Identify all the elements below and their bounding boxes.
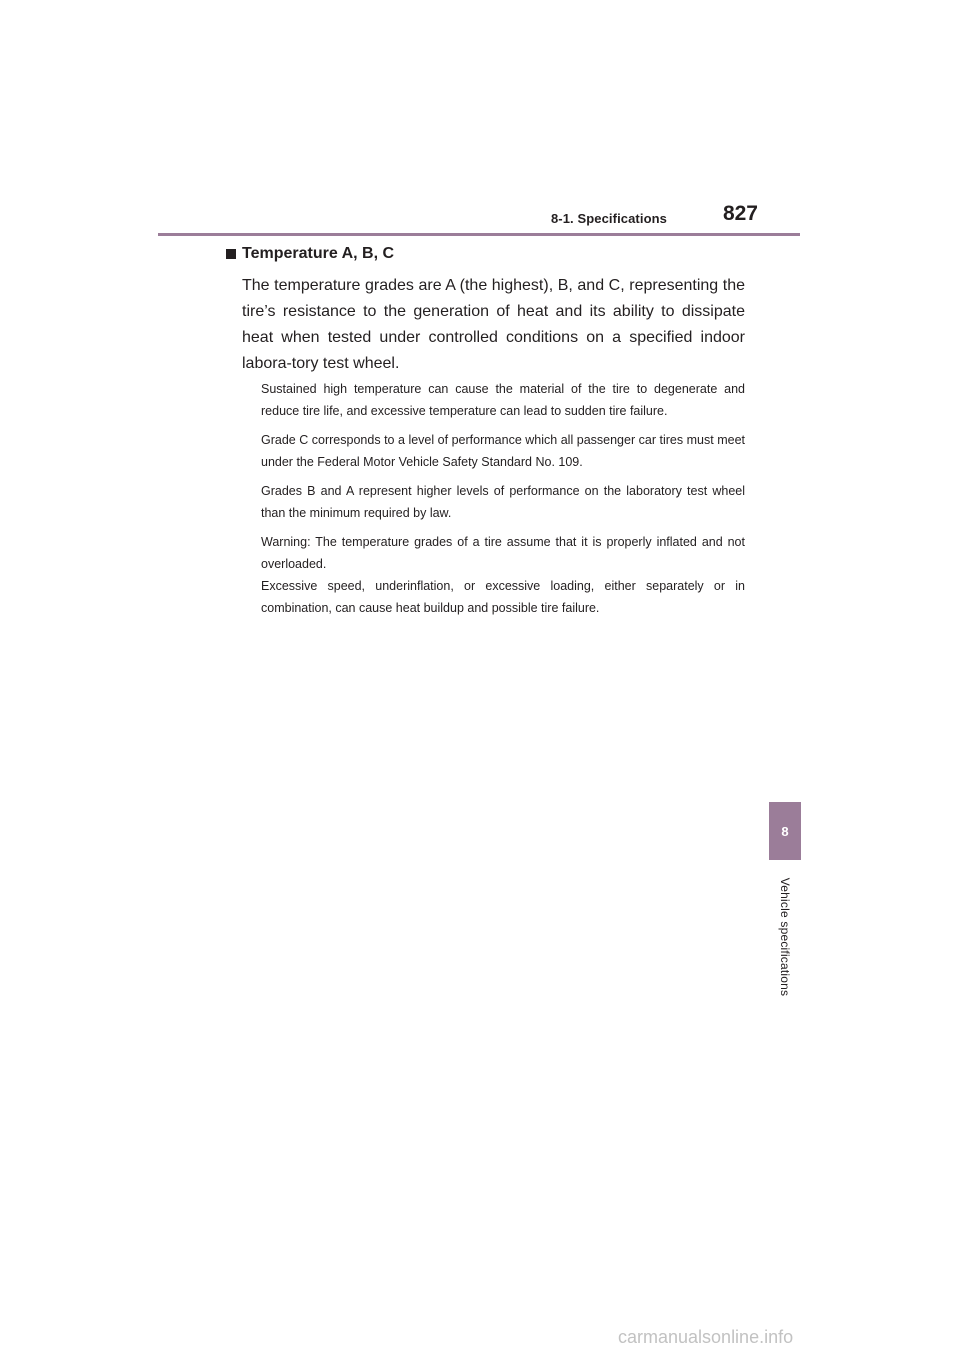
note-item: Grade C corresponds to a level of performance which all passenger car tires must meet under the Federal Motor Vehicle Safety Standard No. 109.	[261, 433, 745, 469]
note-item: Excessive speed, underinflation, or excessive loading, either separately or in combination, can cause heat buildup and possible tire failure.	[261, 579, 745, 615]
section-body: The temperature grades are A (the highest), B, and C, representing the tire’s resistance to the generation of heat and its ability to dissipate heat when tested under controlled conditions on a specified indoor labora-tory test wheel.	[242, 277, 745, 372]
square-bullet-icon	[226, 249, 236, 259]
note-item: Sustained high temperature can cause the material of the tire to degenerate and reduce tire life, and excessive temperature can lead to sudden tire failure.	[261, 382, 745, 418]
chapter-label: Vehicle specifications	[778, 877, 792, 997]
header-section-title: 8-1. Specifications	[550, 211, 667, 226]
page-number: 827	[722, 202, 758, 225]
section-heading	[226, 245, 394, 263]
note-item: Warning: The temperature grades of a tire assume that it is properly inflated and not overloaded.	[261, 535, 745, 571]
watermark: carmanualsonline.info	[618, 1327, 794, 1347]
note-item: Grades B and A represent higher levels of performance on the laboratory test wheel than the minimum required by law.	[261, 484, 745, 520]
chapter-tab	[769, 802, 801, 860]
notes-block	[261, 378, 745, 626]
chapter-number: 8	[781, 823, 789, 839]
section-heading-text: Temperature A, B, C	[242, 245, 395, 262]
header-divider	[158, 233, 800, 236]
page-header	[158, 198, 800, 234]
